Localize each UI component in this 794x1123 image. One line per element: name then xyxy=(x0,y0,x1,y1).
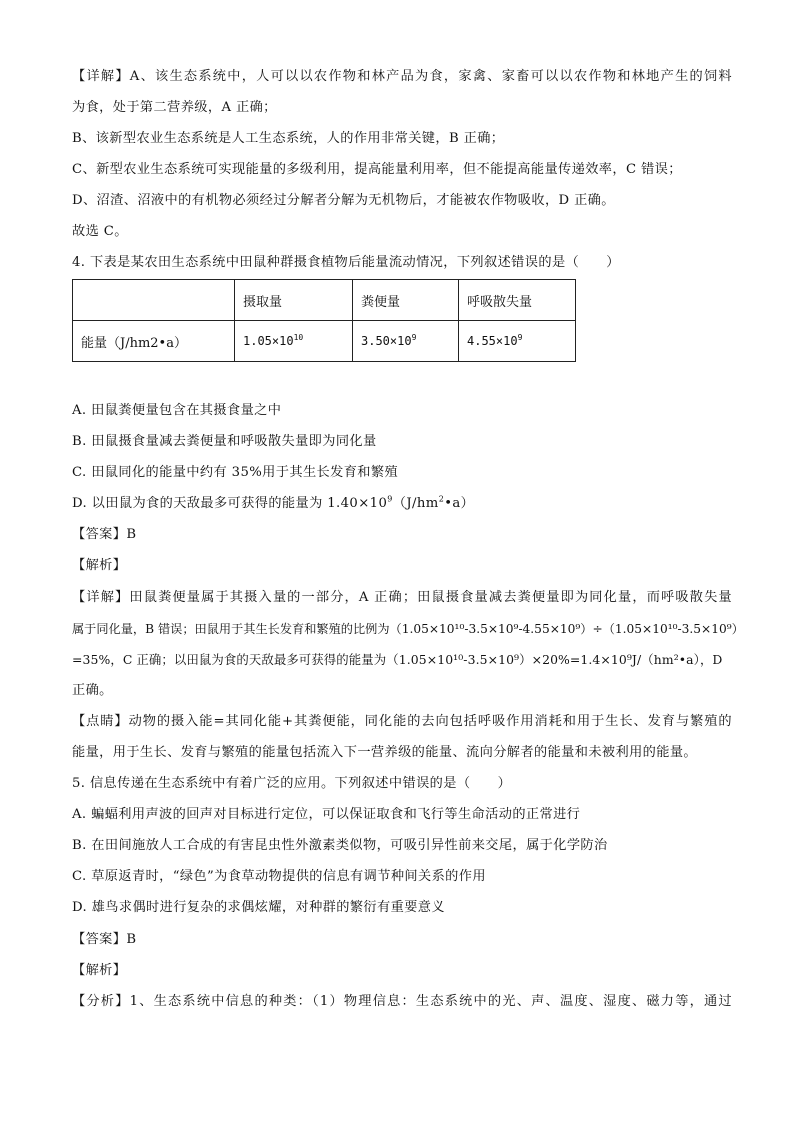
table-header-cell: 摄取量 xyxy=(235,280,353,321)
table-row-label: 能量（J/hm2•a） xyxy=(73,321,235,362)
option-c: C. 草原返青时，“绿色”为食草动物提供的信息有调节种间关系的作用 xyxy=(72,869,486,884)
option-d: D. 雄鸟求偶时进行复杂的求偶炫耀，对种群的繁衍有重要意义 xyxy=(72,900,445,915)
option-c: C. 田鼠同化的能量中约有 35%用于其生长发育和繁殖 xyxy=(72,465,399,480)
table-cell: $3.50\times 10^9$ xyxy=(353,321,459,362)
paragraph-line: 【分析】1、生态系统中信息的种类：（1）物理信息：生态系统中的光、声、温度、湿度、磁力等，通过 xyxy=(72,994,732,1009)
option-a: A. 田鼠粪便量包含在其摄食量之中 xyxy=(72,403,282,418)
analysis-label: 【解析】 xyxy=(72,963,127,978)
table-header-cell xyxy=(73,280,235,321)
paragraph-line: 为食，处于第二营养级，A 正确； xyxy=(72,100,277,115)
paragraph-line: B、该新型农业生态系统是人工生态系统，人的作用非常关键，B 正确； xyxy=(72,131,505,146)
question-5-stem: 5. 信息传递在生态系统中有着广泛的应用。下列叙述中错误的是（ ） xyxy=(72,776,512,791)
table-header-row xyxy=(73,280,576,321)
analysis-label: 【解析】 xyxy=(72,558,127,573)
option-a: A. 蝙蝠利用声波的回声对目标进行定位，可以保证取食和飞行等生命活动的正常进行 xyxy=(72,807,581,822)
table-cell: $1.05\times 10^{10}$ xyxy=(235,321,353,362)
paragraph-line: D、沼渣、沼液中的有机物必须经过分解者分解为无机物后，才能被农作物吸收，D 正确。 xyxy=(72,193,615,208)
option-d: D. 以田鼠为食的天敌最多可获得的能量为 $1.40\times 10^9(J/hm^2•a)$ xyxy=(72,494,475,511)
paragraph-line: =35%，C 正确；以田鼠为食的天敌最多可获得的能量为（1.05×10¹⁰-3.5×10⁹）×20%=1.4×10⁹J/（hm²•a），D xyxy=(72,652,723,667)
question-4-stem: 4. 下表是某农田生态系统中田鼠种群摄食植物后能量流动情况，下列叙述错误的是（ ） xyxy=(72,255,620,270)
table-header-cell: 呼吸散失量 xyxy=(459,280,576,321)
table-row xyxy=(73,321,576,362)
option-b: B. 田鼠摄食量减去粪便量和呼吸散失量即为同化量 xyxy=(72,434,377,449)
paragraph-line: 能量，用于生长、发育与繁殖的能量包括流入下一营养级的能量、流向分解者的能量和未被利用的能量。 xyxy=(72,745,698,760)
paragraph-line: 【点睛】动物的摄入能=其同化能+其粪便能，同化能的去向包括呼吸作用消耗和用于生长、发育与繁殖的 xyxy=(72,714,732,729)
paragraph-line: C、新型农业生态系统可实现能量的多级利用，提高能量利用率，但不能提高能量传递效率，C 错误； xyxy=(72,162,682,177)
table-header-cell: 粪便量 xyxy=(353,280,459,321)
paragraph-line: 正确。 xyxy=(72,683,113,698)
paragraph-line: 故选 C。 xyxy=(72,224,128,239)
energy-flow-table xyxy=(72,279,576,362)
table-cell: $4.55\times 10^9$ xyxy=(459,321,576,362)
paragraph-line: 【详解】田鼠粪便量属于其摄入量的一部分，A 正确；田鼠摄食量减去粪便量即为同化量，而呼吸散失量 xyxy=(72,590,732,605)
paragraph-line: 属于同化量，B 错误；田鼠用于其生长发育和繁殖的比例为（1.05×10¹⁰-3.5×10⁹-4.55×10⁹）÷（1.05×10¹⁰-3.5×10⁹） xyxy=(72,622,744,636)
answer-label: 【答案】B xyxy=(72,527,137,542)
answer-label: 【答案】B xyxy=(72,932,137,947)
option-b: B. 在田间施放人工合成的有害昆虫性外激素类似物，可吸引异性前来交尾，属于化学防治 xyxy=(72,838,608,853)
paragraph-line: 【详解】A、该生态系统中，人可以以农作物和林产品为食，家禽、家畜可以以农作物和林地产生的饲料 xyxy=(72,69,732,84)
